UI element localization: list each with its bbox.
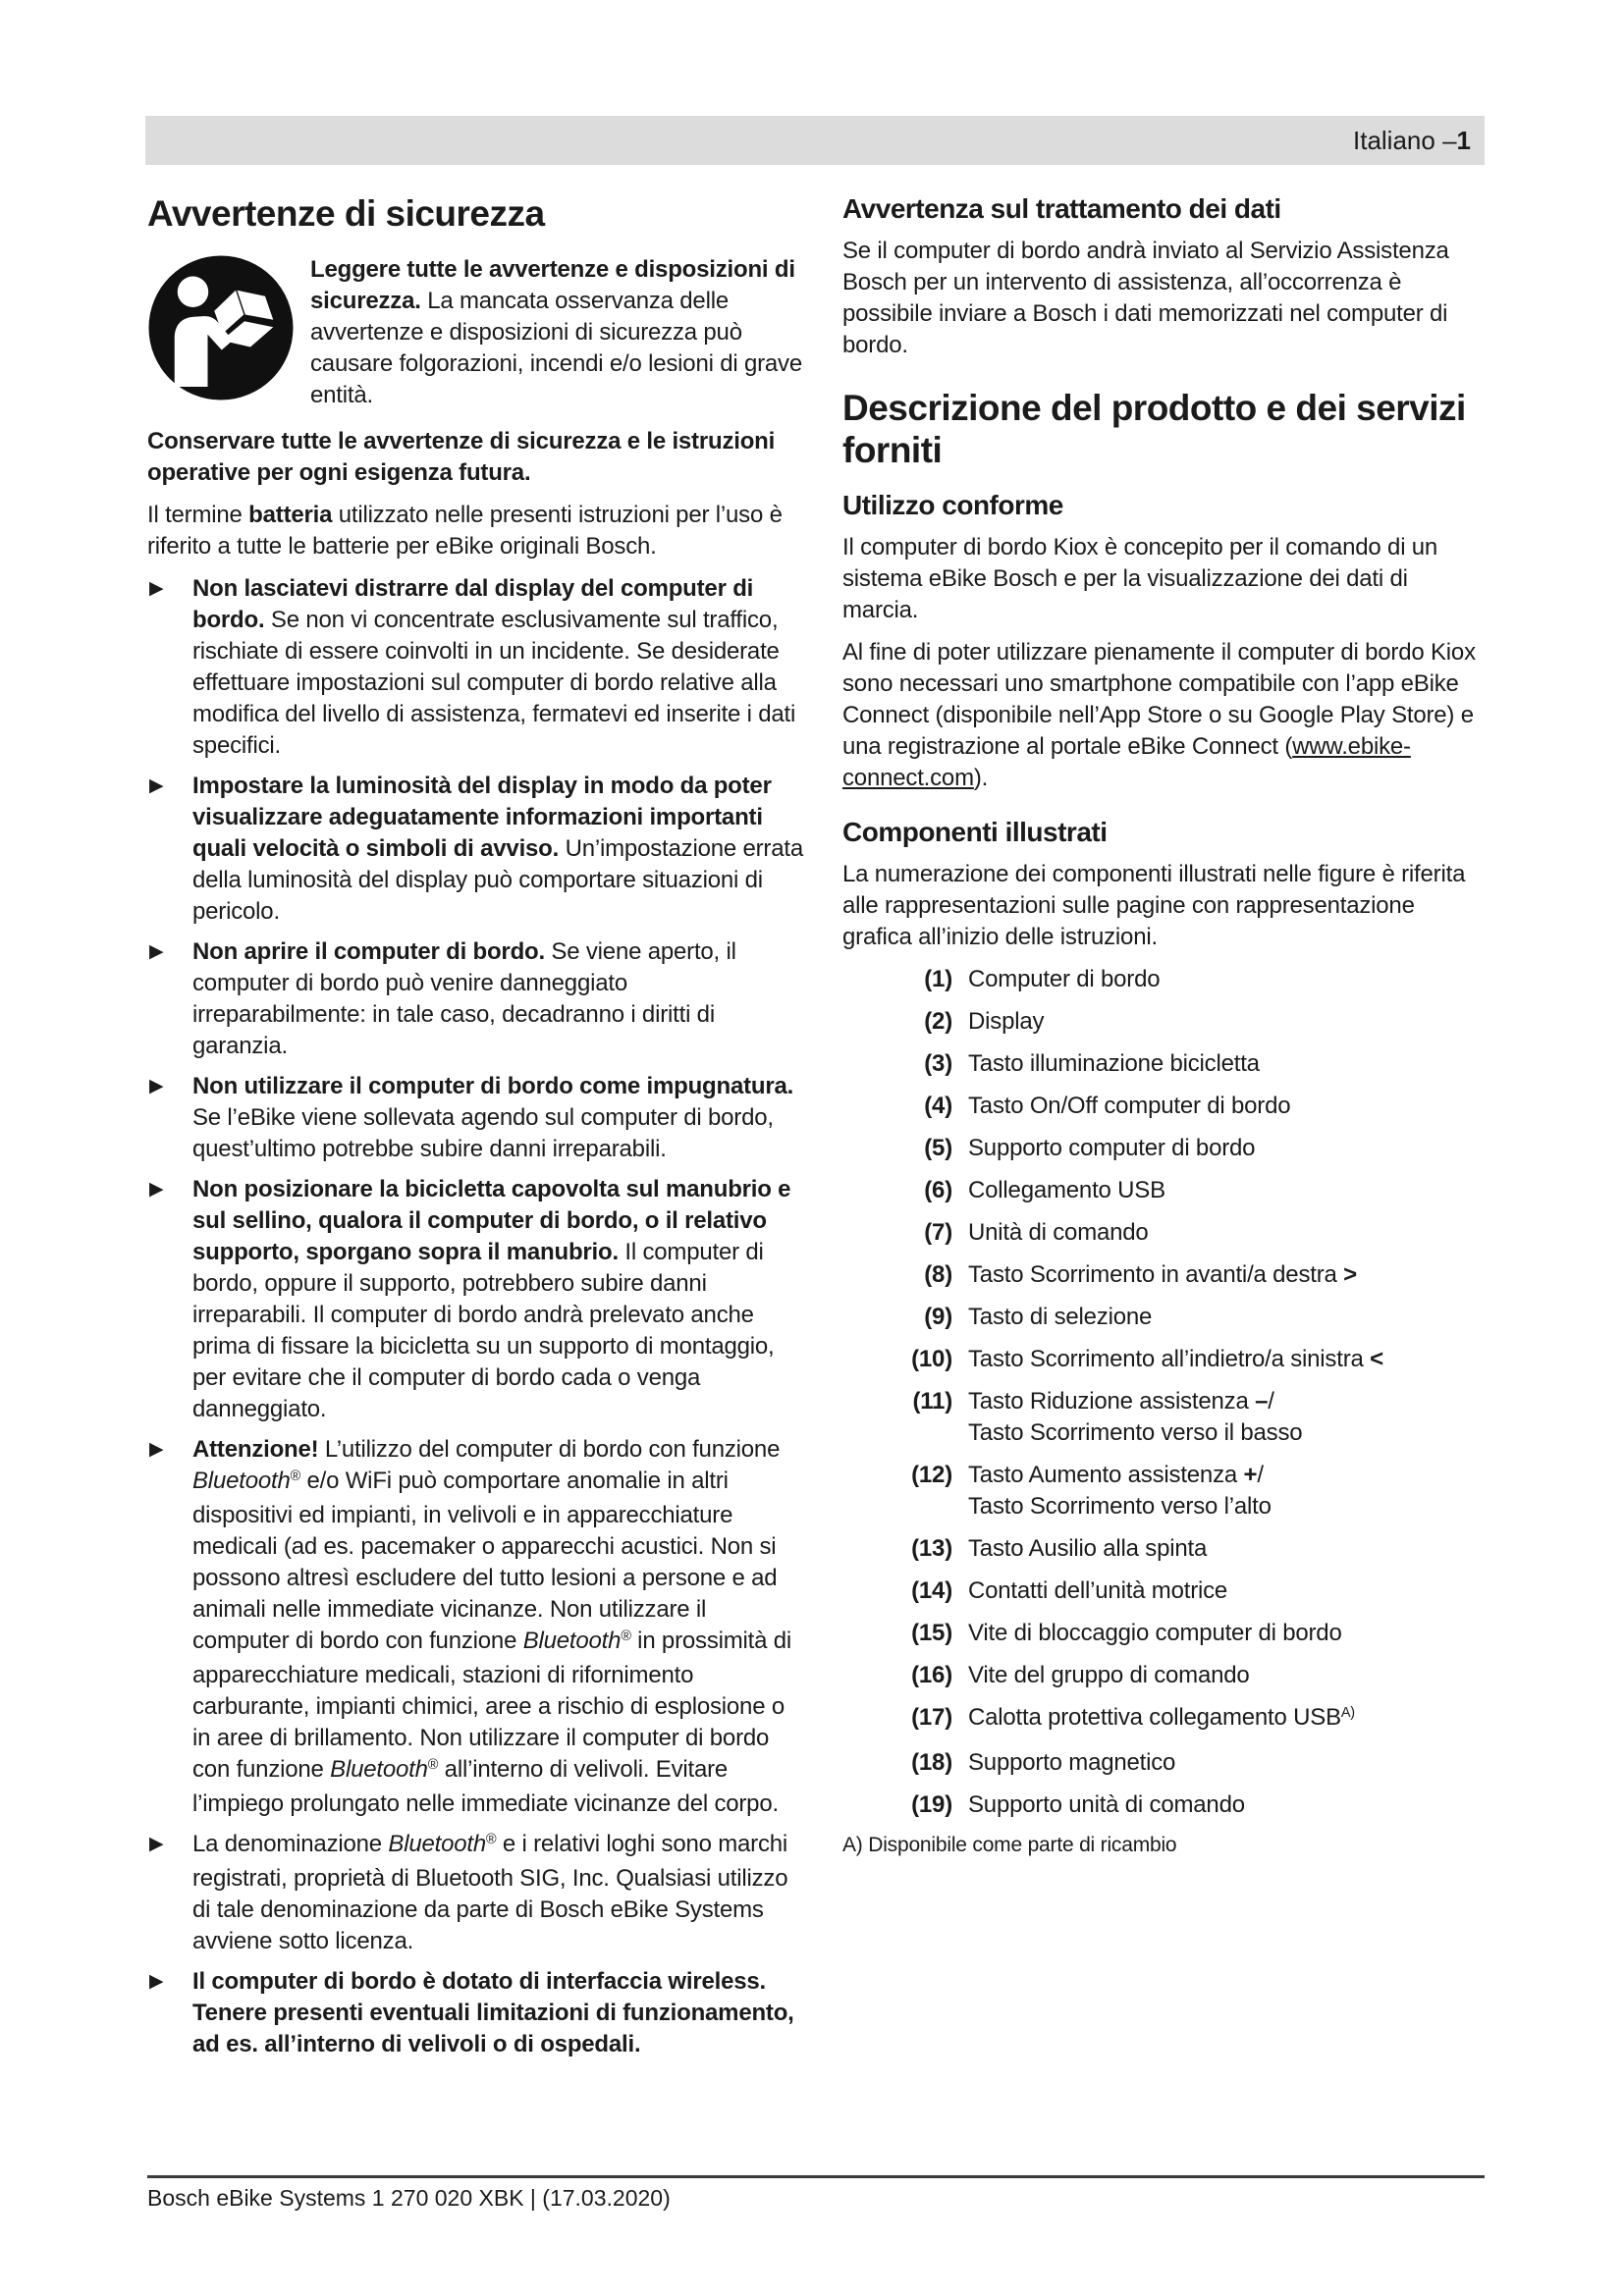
component-label (968, 1575, 1485, 1607)
bullet-text (192, 936, 807, 1062)
bullet-triangle-icon: ▶ (149, 941, 164, 962)
component-label (968, 1091, 1485, 1122)
component-list-item (842, 1789, 1485, 1821)
component-label (968, 1302, 1485, 1333)
text-run: Il termine (147, 502, 249, 528)
text-run: / (1257, 1462, 1264, 1488)
text-run: < (1370, 1346, 1383, 1372)
text-run: batteria (248, 502, 333, 528)
component-label-line (968, 1217, 1485, 1249)
component-label-line (968, 1048, 1485, 1080)
component-number: (14) (911, 1577, 952, 1604)
battery-term-paragraph (147, 500, 807, 562)
safety-bullet-item (147, 1434, 807, 1820)
bullet-text (192, 771, 807, 928)
text-run: + (1243, 1462, 1258, 1488)
component-number: (8) (924, 1261, 952, 1288)
component-label-line (968, 1747, 1485, 1779)
footer-imprint: Bosch eBike Systems 1 270 020 XBK | (17.03.2020) (147, 2185, 671, 2211)
text-run: – (1255, 1388, 1269, 1415)
text-run: Il computer di bordo, oppure il supporto, potrebbero subire danni irreparabili. Il computer di bordo andrà prelevato anche prima di fissare la bicicletta su un supporto di montaggio, per evitare che il computer di bordo cada o venga danneggiato. (192, 1239, 775, 1422)
component-list-item (842, 1091, 1485, 1122)
bullet-triangle-icon: ▶ (149, 1834, 164, 1854)
header-language-label: Italiano – (1353, 125, 1457, 155)
component-label-line (968, 1660, 1485, 1691)
right-column (842, 192, 1485, 2069)
data-notice-paragraph: Se il computer di bordo andrà inviato al Servizio Assistenza Bosch per un intervento di assistenza, all’occorrenza è possibile inviare a Bosch i dati memorizzati nel computer di bordo. (842, 238, 1449, 358)
header-page-number: 1 (1456, 125, 1471, 155)
text-run: ® (621, 1629, 631, 1645)
text-run: Contatti dell’unità motrice (968, 1577, 1228, 1604)
component-label-line (968, 1460, 1485, 1491)
text-run: Bluetooth (192, 1468, 291, 1494)
component-number: (9) (924, 1304, 952, 1330)
component-number: (6) (924, 1177, 952, 1203)
component-number: (16) (911, 1662, 952, 1688)
component-list-item (842, 1747, 1485, 1779)
bullet-triangle-icon: ▶ (149, 1439, 164, 1460)
component-label-line (968, 1302, 1485, 1333)
text-run: Tasto Aumento assistenza (968, 1462, 1244, 1488)
safety-bullet-item (147, 936, 807, 1062)
component-list-item (842, 1006, 1485, 1038)
component-list-item (842, 1302, 1485, 1333)
bullet-triangle-icon: ▶ (149, 775, 164, 796)
component-label-line (968, 1175, 1485, 1206)
text-run: Collegamento USB (968, 1177, 1165, 1203)
bullet-triangle-icon: ▶ (149, 1971, 164, 1992)
component-list-item (842, 1702, 1485, 1736)
safety-bullet-item (147, 1174, 807, 1425)
component-list-item (842, 1386, 1485, 1449)
data-notice-title: Avvertenza sul trattamento dei dati (842, 193, 1281, 224)
text-run: Se viene aperto, il computer di bordo può venire danneggiato irreparabilmente: in tale caso, decadranno i diritti di garanzia. (192, 938, 736, 1059)
bullet-text (192, 1966, 807, 2060)
intro-row (147, 254, 807, 422)
text-run: utilizzato nelle presenti istruzioni per l’uso è riferito a tutte le batterie per eBike originali Bosch. (147, 502, 783, 560)
inline-link[interactable]: www.ebike-connect.com (842, 733, 1411, 791)
text-run: ® (427, 1757, 439, 1774)
text-run: Un’impostazione errata della luminosità del display può comportare situazioni di pericolo. (192, 835, 803, 925)
text-run: Non posizionare la bicicletta capovolta sul manubrio e sul sellino, qualora il computer di bordo, o il relativo supporto, sporgano sopra il manubrio. (192, 1176, 791, 1265)
text-run: La denominazione (192, 1831, 389, 1857)
component-number: (11) (912, 1388, 952, 1415)
component-list-item (842, 1048, 1485, 1080)
bullet-text (192, 1071, 807, 1165)
component-number: (17) (911, 1704, 952, 1731)
page-footer (147, 2175, 1485, 2212)
bullet-triangle-icon: ▶ (149, 1076, 164, 1096)
text-run: e i relativi loghi sono marchi registrati, proprietà di Bluetooth SIG, Inc. Qualsiasi utilizzo di tale denominazione da parte di Bosch eBike Systems avviene sotto licenza. (192, 1831, 788, 1954)
component-label-line (968, 1133, 1485, 1164)
two-column-layout (147, 192, 1485, 2069)
component-list-item (842, 1533, 1485, 1565)
component-number: (15) (911, 1620, 952, 1646)
component-list-item (842, 1133, 1485, 1164)
component-list-item (842, 1575, 1485, 1607)
text-run: Vite del gruppo di comando (968, 1662, 1250, 1688)
text-run: Il computer di bordo è dotato di interfaccia wireless. Tenere presenti eventuali limitazioni di funzionamento, ad es. all’interno di velivoli o di ospedali. (192, 1968, 794, 2057)
component-label (968, 1460, 1485, 1522)
text-run: Tasto Scorrimento verso il basso (968, 1419, 1303, 1446)
bullet-triangle-icon: ▶ (149, 1179, 164, 1200)
text-run: Bluetooth (330, 1756, 428, 1783)
component-label-line (968, 1259, 1485, 1291)
text-run: Unità di comando (968, 1219, 1149, 1246)
component-label-line (968, 1702, 1485, 1736)
text-run: e/o WiFi può comportare anomalie in altri dispositivi ed impianti, in velivoli e in apparecchiature medicali (ad es. pacemaker o apparecchi acustici. Non si possono altresì escludere del tutto lesioni a persone e ad animali nelle immediate vicinanze. Non utilizzare il computer di bordo con funzione (192, 1468, 778, 1654)
safety-section-title: Avvertenze di sicurezza (147, 193, 545, 234)
components-footnote: A) Disponibile come parte di ricambio (842, 1834, 1177, 1856)
text-run: / (1268, 1388, 1274, 1415)
product-description-title: Descrizione del prodotto e dei servizi forniti (842, 388, 1466, 470)
component-list-item (842, 964, 1485, 995)
component-number: (2) (924, 1008, 952, 1035)
component-label (968, 1175, 1485, 1206)
text-run: Non aprire il computer di bordo. (192, 938, 545, 965)
text-run: Supporto computer di bordo (968, 1135, 1256, 1161)
text-run: Tasto illuminazione bicicletta (968, 1050, 1260, 1077)
component-label (968, 1533, 1485, 1565)
text-run: Supporto magnetico (968, 1749, 1176, 1776)
component-label (968, 964, 1485, 995)
safety-bullet-item (147, 573, 807, 762)
text-run: Tasto Scorrimento all’indietro/a sinistra (968, 1346, 1371, 1372)
safety-bullet-item (147, 1071, 807, 1165)
component-list-item (842, 1344, 1485, 1375)
safety-bullet-list (147, 573, 807, 2060)
text-run: ® (486, 1832, 497, 1848)
read-manual-icon (147, 254, 295, 422)
component-number: (12) (911, 1462, 952, 1488)
component-label (968, 1217, 1485, 1249)
component-label (968, 1048, 1485, 1080)
keep-instructions-notice: Conservare tutte le avvertenze di sicurezza e le istruzioni operative per ogni esigenza futura. (147, 428, 776, 486)
component-number: (4) (924, 1093, 952, 1119)
component-list (842, 964, 1485, 1821)
component-list-item (842, 1660, 1485, 1691)
component-label-line (968, 964, 1485, 995)
component-label-line (968, 1575, 1485, 1607)
component-list-item (842, 1460, 1485, 1522)
component-number: (13) (911, 1535, 952, 1562)
component-label (968, 1789, 1485, 1821)
bullet-text (192, 1174, 807, 1425)
component-label-line (968, 1344, 1485, 1375)
component-list-item (842, 1175, 1485, 1206)
text-run: Tasto On/Off computer di bordo (968, 1093, 1291, 1119)
text-run: La mancata osservanza delle avvertenze e disposizioni di sicurezza può causare folgorazioni, incendi e/o lesioni di grave entità. (310, 288, 802, 408)
text-run: Tasto Riduzione assistenza (968, 1388, 1256, 1415)
component-number: (7) (924, 1219, 952, 1246)
component-list-item (842, 1618, 1485, 1649)
component-label (968, 1006, 1485, 1038)
component-label (968, 1747, 1485, 1779)
text-run: Supporto unità di comando (968, 1791, 1245, 1818)
text-run: Leggere tutte le avvertenze e disposizioni di sicurezza. (310, 256, 795, 314)
page-header-bar (145, 116, 1485, 165)
text-run: Tasto Ausilio alla spinta (968, 1535, 1208, 1562)
text-run: Tasto Scorrimento in avanti/a destra (968, 1261, 1344, 1288)
component-list-item (842, 1259, 1485, 1291)
component-label (968, 1702, 1485, 1736)
bullet-text (192, 573, 807, 762)
component-label-line (968, 1386, 1485, 1417)
text-run: Bluetooth (522, 1628, 622, 1654)
text-run: Non lasciatevi distrarre dal display del computer di bordo. (192, 575, 754, 633)
component-label-line (968, 1618, 1485, 1649)
left-column (147, 192, 807, 2069)
component-number: (19) (911, 1791, 952, 1818)
component-label (968, 1618, 1485, 1649)
text-run: A) (1340, 1705, 1355, 1722)
text-run: Computer di bordo (968, 966, 1161, 992)
component-label (968, 1133, 1485, 1164)
text-run: Vite di bloccaggio computer di bordo (968, 1620, 1342, 1646)
text-run: Attenzione! (192, 1436, 319, 1463)
component-label-line (968, 1491, 1485, 1522)
text-run: ). (973, 765, 989, 791)
read-all-warnings-paragraph (310, 254, 807, 411)
text-run: Al fine di poter utilizzare pienamente il computer di bordo Kiox sono necessari uno smartphone compatibile con l’app eBike Connect (disponibile nell’App Store o su Google Play Store) e una registrazione al portale eBike Connect ( (842, 639, 1476, 760)
text-run: Non utilizzare il computer di bordo come impugnatura. (192, 1073, 794, 1099)
text-run: all’interno di velivoli. Evitare l’impiego prolungato nelle immediate vicinanze del corpo. (192, 1756, 779, 1817)
text-run: Tasto di selezione (968, 1304, 1153, 1330)
component-label (968, 1660, 1485, 1691)
text-run: Impostare la luminosità del display in modo da poter visualizzare adeguatamente informazioni importanti quali velocità o simboli di avviso. (192, 773, 772, 862)
component-label (968, 1344, 1485, 1375)
text-run: L’utilizzo del computer di bordo con funzione (318, 1436, 781, 1463)
intended-use-paragraph-2 (842, 637, 1485, 794)
component-number: (5) (924, 1135, 952, 1161)
component-label (968, 1386, 1485, 1449)
bullet-text (192, 1434, 807, 1820)
components-title: Componenti illustrati (842, 817, 1108, 847)
component-label-line (968, 1417, 1485, 1449)
text-run: > (1343, 1261, 1357, 1288)
intended-use-title: Utilizzo conforme (842, 490, 1063, 520)
text-run: Se non vi concentrate esclusivamente sul traffico, rischiate di essere coinvolti in un incidente. Se desiderate effettuare impostazioni sul computer di bordo relative alla modifica del livello di assistenza, fermatevi ed inserite i dati specifici. (192, 607, 796, 759)
component-number: (18) (911, 1749, 952, 1776)
safety-bullet-item (147, 1829, 807, 1957)
bullet-triangle-icon: ▶ (149, 578, 164, 599)
component-label-line (968, 1091, 1485, 1122)
bullet-text (192, 1829, 807, 1957)
component-list-item (842, 1217, 1485, 1249)
component-number: (10) (911, 1346, 952, 1372)
text-run: in prossimità di apparecchiature medicali, stazioni di rifornimento carburante, impianti chimici, aree a rischio di esplosione o in aree di brillamento. Non utilizzare il computer di bordo con funzione (192, 1628, 792, 1783)
intended-use-paragraph-1: Il computer di bordo Kiox è concepito per il comando di un sistema eBike Bosch e per la visualizzazione dei dati di marcia. (842, 534, 1438, 623)
text-run: Calotta protettiva collegamento USB (968, 1704, 1341, 1731)
component-number: (3) (924, 1050, 952, 1077)
safety-bullet-item (147, 1966, 807, 2060)
text-run: Bluetooth (388, 1831, 487, 1857)
component-label-line (968, 1789, 1485, 1821)
safety-bullet-item (147, 771, 807, 928)
component-label-line (968, 1533, 1485, 1565)
component-label (968, 1259, 1485, 1291)
component-label-line (968, 1006, 1485, 1038)
text-run: Se l’eBike viene sollevata agendo sul computer di bordo, quest’ultimo potrebbe subire danni irreparabili. (192, 1104, 774, 1162)
component-number: (1) (924, 966, 952, 992)
text-run: Display (968, 1008, 1045, 1035)
components-intro-paragraph: La numerazione dei componenti illustrati nelle figure è riferita alle rappresentazioni sulle pagine con rappresentazione grafica all’inizio delle istruzioni. (842, 861, 1466, 950)
text-run: Tasto Scorrimento verso l’alto (968, 1493, 1272, 1520)
text-run: ® (290, 1468, 301, 1485)
